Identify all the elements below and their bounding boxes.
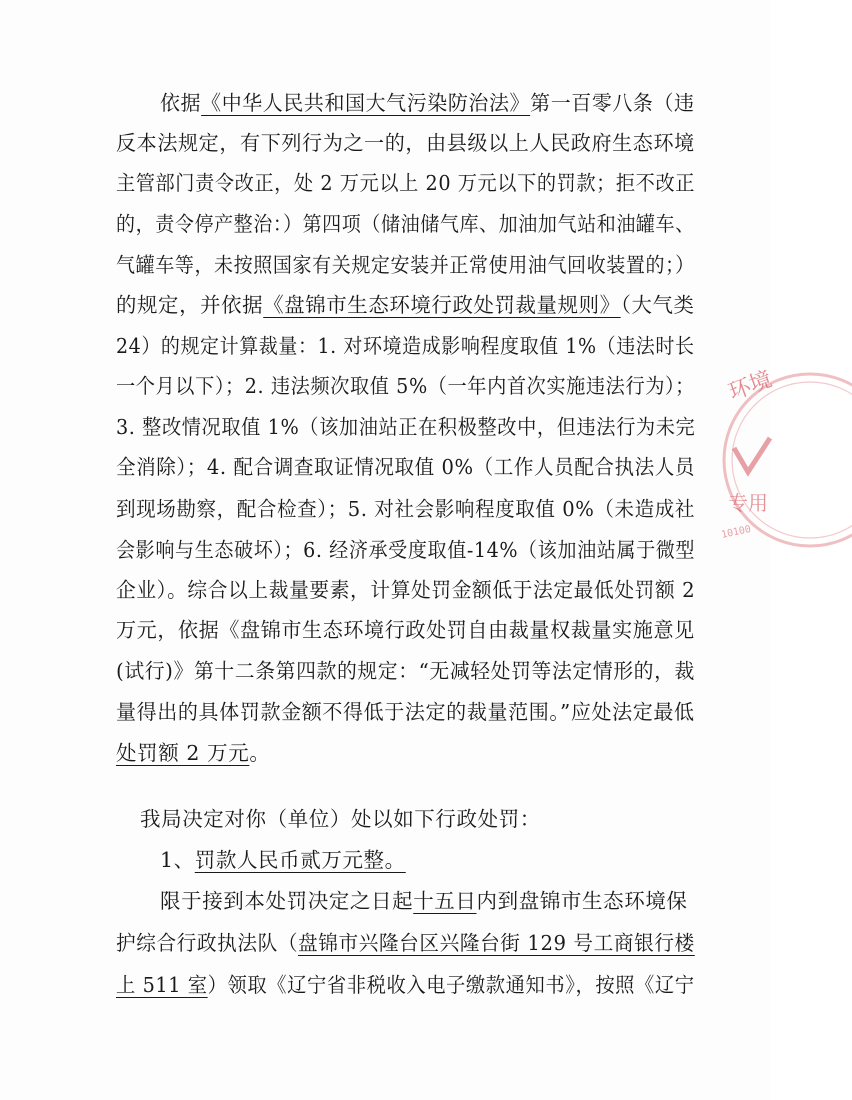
text-line: [116, 494, 695, 524]
text-segment: 我局决定对你（单位）处以如下行政处罚：: [140, 807, 541, 831]
text-segment: 的规定，并依据: [116, 293, 264, 317]
official-seal-stamp: [712, 360, 852, 560]
underlined-text: 十五日: [413, 889, 477, 913]
text-segment: 全消除）；4. 配合调查取证情况取值 0%（工作人员配合执法人员: [116, 455, 696, 479]
text-segment: 到现场勘察，配合检查）；5. 对社会影响程度取值 0%（未造成社: [116, 497, 696, 521]
text-line: [116, 412, 695, 442]
text-line: [140, 804, 541, 834]
text-line: [116, 209, 695, 239]
text-line: [116, 697, 695, 727]
text-line: [116, 250, 695, 280]
text-segment: 万元，依据《盘锦市生态环境行政处罚自由裁量权裁量实施意见: [116, 618, 695, 642]
text-segment: （大气类: [620, 293, 695, 317]
text-line: [116, 452, 695, 482]
text-line: [116, 738, 271, 768]
text-segment: 护综合行政执法队（: [116, 931, 299, 955]
text-segment: 3. 整改情况取值 1%（该加油站正在积极整改中，但违法行为未完: [116, 415, 696, 439]
text-line: [160, 88, 695, 118]
text-segment: 。: [249, 741, 271, 765]
underlined-text: 处罚额 2 万元: [116, 741, 250, 765]
text-segment: 依据: [160, 91, 202, 115]
underlined-text: 罚款人民币贰万元整。: [194, 848, 406, 872]
underlined-text: 《盘锦市生态环境行政处罚裁量规则》: [263, 293, 621, 317]
text-segment: 气罐车等，未按照国家有关规定安装并正常使用油气回收装置的；）: [116, 253, 695, 277]
seal-mark-icon: [734, 438, 770, 472]
underlined-text: 《中华人民共和国大气污染防治法》: [201, 91, 531, 115]
text-line: [116, 928, 695, 958]
text-line: [116, 575, 695, 605]
seal-text-top: 环境: [725, 367, 776, 406]
text-line: [116, 128, 695, 158]
text-line: [160, 845, 406, 875]
underlined-text: 上 511 室: [116, 973, 208, 997]
seal-text-side: 专用: [728, 491, 768, 515]
text-line: [116, 535, 695, 565]
text-segment: 一个月以下）；2. 违法频次取值 5%（一年内首次实施违法行为）；: [116, 374, 695, 398]
text-segment: 1、: [160, 848, 195, 872]
text-line: [116, 615, 695, 645]
text-line: [116, 656, 695, 686]
text-segment: (试行)》第十二条第四款的规定：“无减轻处罚等法定情形的，裁: [116, 659, 695, 683]
text-line: [116, 290, 695, 320]
text-segment: 内到盘锦市生态环境保: [476, 889, 688, 913]
text-line: [116, 970, 695, 1000]
text-segment: ）领取《辽宁省非税收入电子缴款通知书》，按照《辽宁: [207, 973, 695, 997]
text-segment: 会影响与生态破坏）；6. 经济承受度取值-14%（该加油站属于微型: [116, 538, 696, 562]
text-segment: 24）的规定计算裁量：1. 对环境造成影响程度取值 1%（违法时长: [116, 334, 695, 358]
text-line: [116, 331, 695, 361]
text-line: [116, 168, 695, 198]
text-segment: 第一百零八条（违: [530, 91, 695, 115]
text-segment: 主管部门责令改正，处 2 万元以上 20 万元以下的罚款；拒不改正: [116, 171, 695, 195]
text-segment: 量得出的具体罚款金额不得低于法定的裁量范围。”应处法定最低: [116, 700, 695, 724]
text-line: [160, 886, 688, 916]
text-segment: 反本法规定，有下列行为之一的，由县级以上人民政府生态环境: [116, 131, 695, 155]
text-segment: 的，责令停产整治：）第四项（储油储气库、加油加气站和油罐车、: [116, 212, 695, 236]
text-segment: 限于接到本处罚决定之日起: [160, 889, 414, 913]
text-line: [116, 371, 695, 401]
text-segment: 企业）。综合以上裁量要素，计算处罚金额低于法定最低处罚额 2: [116, 578, 696, 602]
seal-digits: 10100: [720, 523, 753, 541]
underlined-text: 盘锦市兴隆台区兴隆台街 129 号工商银行楼: [298, 931, 695, 955]
